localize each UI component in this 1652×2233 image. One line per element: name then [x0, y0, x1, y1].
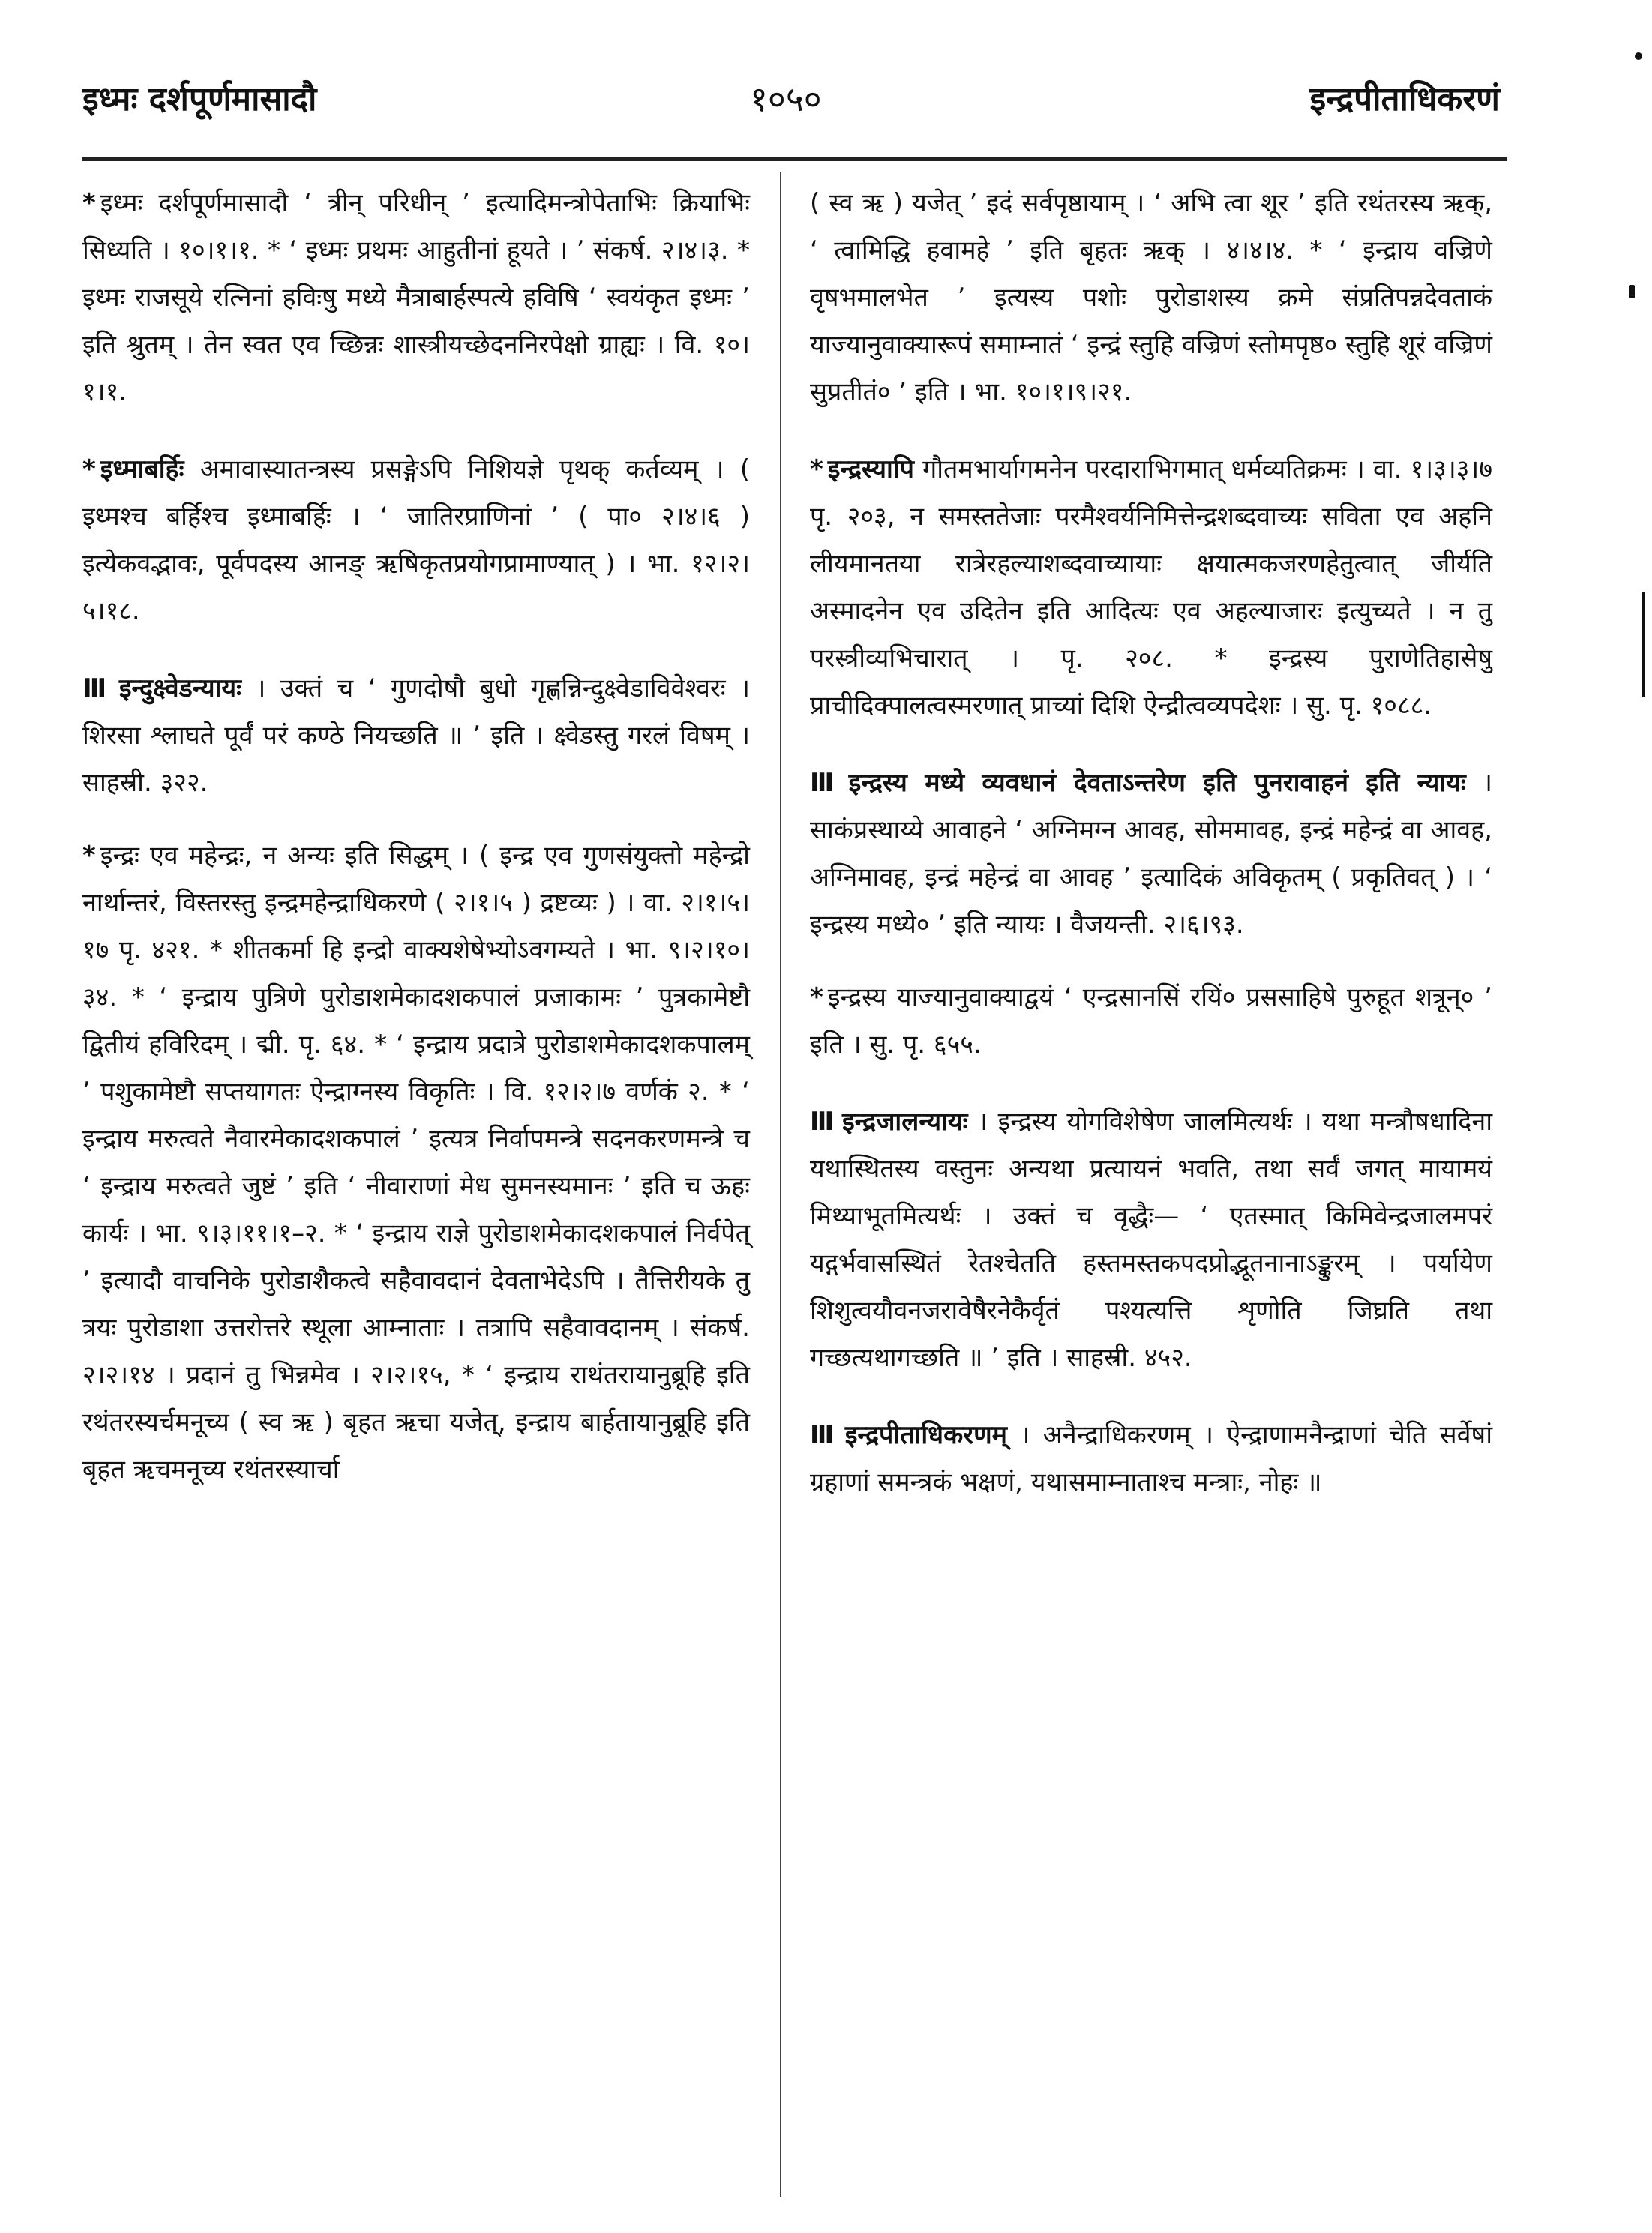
asterisk-marker: * — [810, 982, 823, 1012]
scan-speck — [1629, 285, 1635, 298]
entry-headword: इन्द्रस्यापि — [827, 454, 914, 484]
header-left-title: इध्मः दर्शपूर्णमासादौ — [82, 80, 317, 118]
dictionary-entry — [810, 446, 1492, 730]
asterisk-marker: * — [82, 188, 96, 218]
entry-text: गौतमभार्यागमनेन परदाराभिगमात् धर्मव्यतिक्रमः । वा. १।३।३।७ पृ. २०३, न समस्ततेजाः परमैश्वर्यनिमित्तेन्द्रशब्दवाच्यः सविता एव अहनि लीयमानतया रात्रेरहल्याशब्दवाच्यायाः क्षयात्मकजरणहेतुत्वात् जीर्यति अस्मादनेन एव उदितेन इति आदित्यः एव अहल्याजारः इत्युच्यते । न तु परस्त्रीव्यभिचारात् । पृ. २०८. * इन्द्रस्य पुराणेतिहासेषु प्राचीदिक्पालत्वस्मरणात् प्राच्यां दिशि ऐन्द्रीत्वव्यपदेशः । सु. पृ. १०८८. — [810, 454, 1492, 721]
entry-headword: इन्द्रस्य मध्ये व्यवधानं देवताऽन्तरेण इति पुनरावाहनं इति न्यायः — [848, 768, 1466, 798]
column-divider — [780, 172, 781, 2197]
headword-marker: Ⅲ — [810, 1107, 836, 1137]
page-number: १०५० — [750, 79, 822, 119]
entry-headword: इध्माबर्हिः — [100, 454, 184, 484]
dictionary-entry — [82, 832, 750, 1494]
header-rule — [82, 157, 1507, 161]
headword-marker: Ⅲ — [810, 1420, 839, 1450]
entry-headword: इन्दुक्ष्वेडन्यायः — [118, 673, 242, 703]
running-header — [82, 75, 1500, 135]
entry-text: । इन्द्रस्य योगविशेषेण जालमित्यर्थः । यथा मन्त्रौषधादिना यथास्थितस्य वस्तुनः अन्यथा प्रत्यायनं भवति, तथा सर्वं जगत् मायामयं मिथ्याभूतमित्यर्थः । उक्तं च वृद्धैः— ‘ एतस्मात् किमिवेन्द्रजालमपरं यद्गर्भवासस्थितं रेतश्चेतति हस्तमस्तकपदप्रोद्भूतनानाऽङ्कुरम् । पर्यायेण शिशुत्वयौवनजरावेषैरनेकैर्वृतं पश्यत्यत्ति शृणोति जिघ्रति तथा गच्छत्यथागच्छति ॥ ’ इति । साहस्री. ४५२. — [810, 1107, 1492, 1373]
dictionary-entry — [82, 180, 750, 416]
entry-text: । अनैन्द्राधिकरणम् । ऐन्द्राणामनैन्द्राणां चेति सर्वेषां ग्रहाणां समन्त्रकं भक्षणं, यथासमाम्नाताश्च मन्त्राः, नोहः ॥ — [810, 1420, 1492, 1497]
entry-text: ( स्व ऋ ) यजेत् ’ इदं सर्वपृष्ठायाम् । ‘ अभि त्वा शूर ’ इति रथंतरस्य ऋक्, ‘ त्वामिद्धि हवामहे ’ इति बृहतः ऋक् । ४।४।४. * ‘ इन्द्राय वज्रिणे वृषभमालभेत ’ इत्यस्य पशोः पुरोडाशस्य क्रमे संप्रतिपन्नदेवताकं याज्यानुवाक्यारूपं समाम्नातं ‘ इन्द्रं स्तुहि वज्रिणं स्तोमपृष्ठ० स्तुहि शूरं वज्रिणं सुप्रतीतं० ’ इति । भा. १०।१।९।२१. — [810, 188, 1492, 407]
entry-text: इन्द्रः एव महेन्द्रः, न अन्यः इति सिद्धम् । ( इन्द्र एव गुणसंयुक्तो महेन्द्रो नार्थान्तरं, विस्तरस्तु इन्द्रमहेन्द्राधिकरणे ( २।१।५ ) द्रष्टव्यः ) । वा. २।१।५।१७ पृ. ४२१. * शीतकर्मा हि इन्द्रो वाक्यशेषेभ्योऽवगम्यते । भा. ९।२।१०।३४. * ‘ इन्द्राय पुत्रिणे पुरोडाशमेकादशकपालं प्रजाकामः ’ पुत्रकामेष्टौ द्वितीयं हविरिदम् । द्मी. पृ. ६४. * ‘ इन्द्राय प्रदात्रे पुरोडाशमेकादशकपालम् ’ पशुकामेष्टौ सप्तयागतः ऐन्द्राग्नस्य विकृतिः । वि. १२।२।७ वर्णकं २. * ‘ इन्द्राय मरुत्वते नैवारमेकादशकपालं ’ इत्यत्र निर्वापमन्त्रे सदनकरणमन्त्रे च ‘ इन्द्राय मरुत्वते जुष्टं ’ इति ‘ नीवाराणां मेध सुमनस्यमानः ’ इति च ऊहः कार्यः । भा. ९।३।११।१–२. * ‘ इन्द्राय राज्ञे पुरोडाशमेकादशकपालं निर्वपेत् ’ इत्यादौ वाचनिके पुरोडाशैकत्वे सहैवावदानं देवताभेदेऽपि । तैत्तिरीयके तु त्रयः पुरोडाशा उत्तरोत्तरे स्थूला आम्नाताः । तत्रापि सहैवावदानम् । संकर्ष. २।२।१४ । प्रदानं तु भिन्नमेव । २।२।१५, * ‘ इन्द्राय राथंतरायानुब्रूहि इति रथंतरस्यर्चमनूच्य ( स्व ऋ ) बृहत ऋचा यजेत्, इन्द्राय बार्हतायानुब्रूहि इति बृहत ऋचमनूच्य रथंतरस्यार्चा — [82, 841, 750, 1485]
scan-speck — [1642, 592, 1645, 697]
entry-text: । साकंप्रस्थाय्ये आवाहने ‘ अग्निमग्न आवह, सोममावह, इन्द्रं महेन्द्रं वा आवह, अग्निमावह, इन्द्रं महेन्द्रं वा आवह ’ इत्यादिकं अविकृतम् ( प्रकृतिवत् ) । ‘ इन्द्रस्य मध्ये० ’ इति न्यायः । वैजयन्ती. २।६।९३. — [810, 768, 1492, 940]
entry-text: इन्द्रस्य याज्यानुवाक्याद्वयं ‘ एन्द्रसानसिं रयिं० प्रससाहिषे पुरुहूत शत्रून्० ’ इति । सु. पृ. ६५५. — [810, 982, 1492, 1060]
dictionary-entry — [82, 665, 750, 807]
dictionary-entry — [810, 1412, 1492, 1506]
asterisk-marker: * — [82, 841, 96, 871]
entry-headword: इन्द्रजालन्यायः — [841, 1107, 968, 1137]
headword-marker: Ⅲ — [82, 673, 113, 703]
dictionary-entry — [810, 1099, 1492, 1382]
dictionary-entry — [810, 974, 1492, 1069]
header-right-title: इन्द्रपीताधिकरणं — [1309, 80, 1500, 118]
left-column — [82, 180, 750, 1519]
headword-marker: Ⅲ — [810, 768, 843, 798]
dictionary-entry — [810, 180, 1492, 416]
entry-headword: इन्द्रपीताधिकरणम् — [844, 1420, 1008, 1450]
entry-text: इध्मः दर्शपूर्णमासादौ ‘ त्रीन् परिधीन् ’ इत्यादिमन्त्रोपेताभिः क्रियाभिः सिध्यति । १०।१।१. * ‘ इध्मः प्रथमः आहुतीनां हूयते । ’ संकर्ष. २।४।३. * इध्मः राजसूये रत्निनां हविःषु मध्ये मैत्राबार्हस्पत्ये हविषि ‘ स्वयंकृत इध्मः ’ इति श्रुतम् । तेन स्वत एव च्छिन्नः शास्त्रीयच्छेदननिरपेक्षो ग्राह्यः । वि. १०।१।१. — [82, 188, 750, 407]
dictionary-entry — [810, 760, 1492, 949]
asterisk-marker: * — [810, 454, 823, 484]
dictionary-entry — [82, 446, 750, 635]
entry-text: अमावास्यातन्त्रस्य प्रसङ्गेऽपि निशियज्ञे पृथक् कर्तव्यम् । ( इध्मश्च बर्हिश्च इध्माबर्हिः । ‘ जातिरप्राणिनां ’ ( पा० २।४।६ ) इत्येकवद्भावः, पूर्वपदस्य आनङ् ऋषिकृतप्रयोगप्रामाण्यात् ) । भा. १२।२।५।१८. — [82, 454, 750, 626]
right-column — [810, 180, 1492, 1532]
scan-speck — [1635, 52, 1642, 60]
asterisk-marker: * — [82, 454, 96, 484]
entry-text: । उक्तं च ‘ गुणदोषौ बुधो गृह्णन्निन्दुक्ष्वेडाविवेश्वरः । शिरसा श्लाघते पूर्वं परं कण्ठे नियच्छति ॥ ’ इति । क्ष्वेडस्तु गरलं विषम् । साहस्री. ३२२. — [82, 673, 751, 798]
